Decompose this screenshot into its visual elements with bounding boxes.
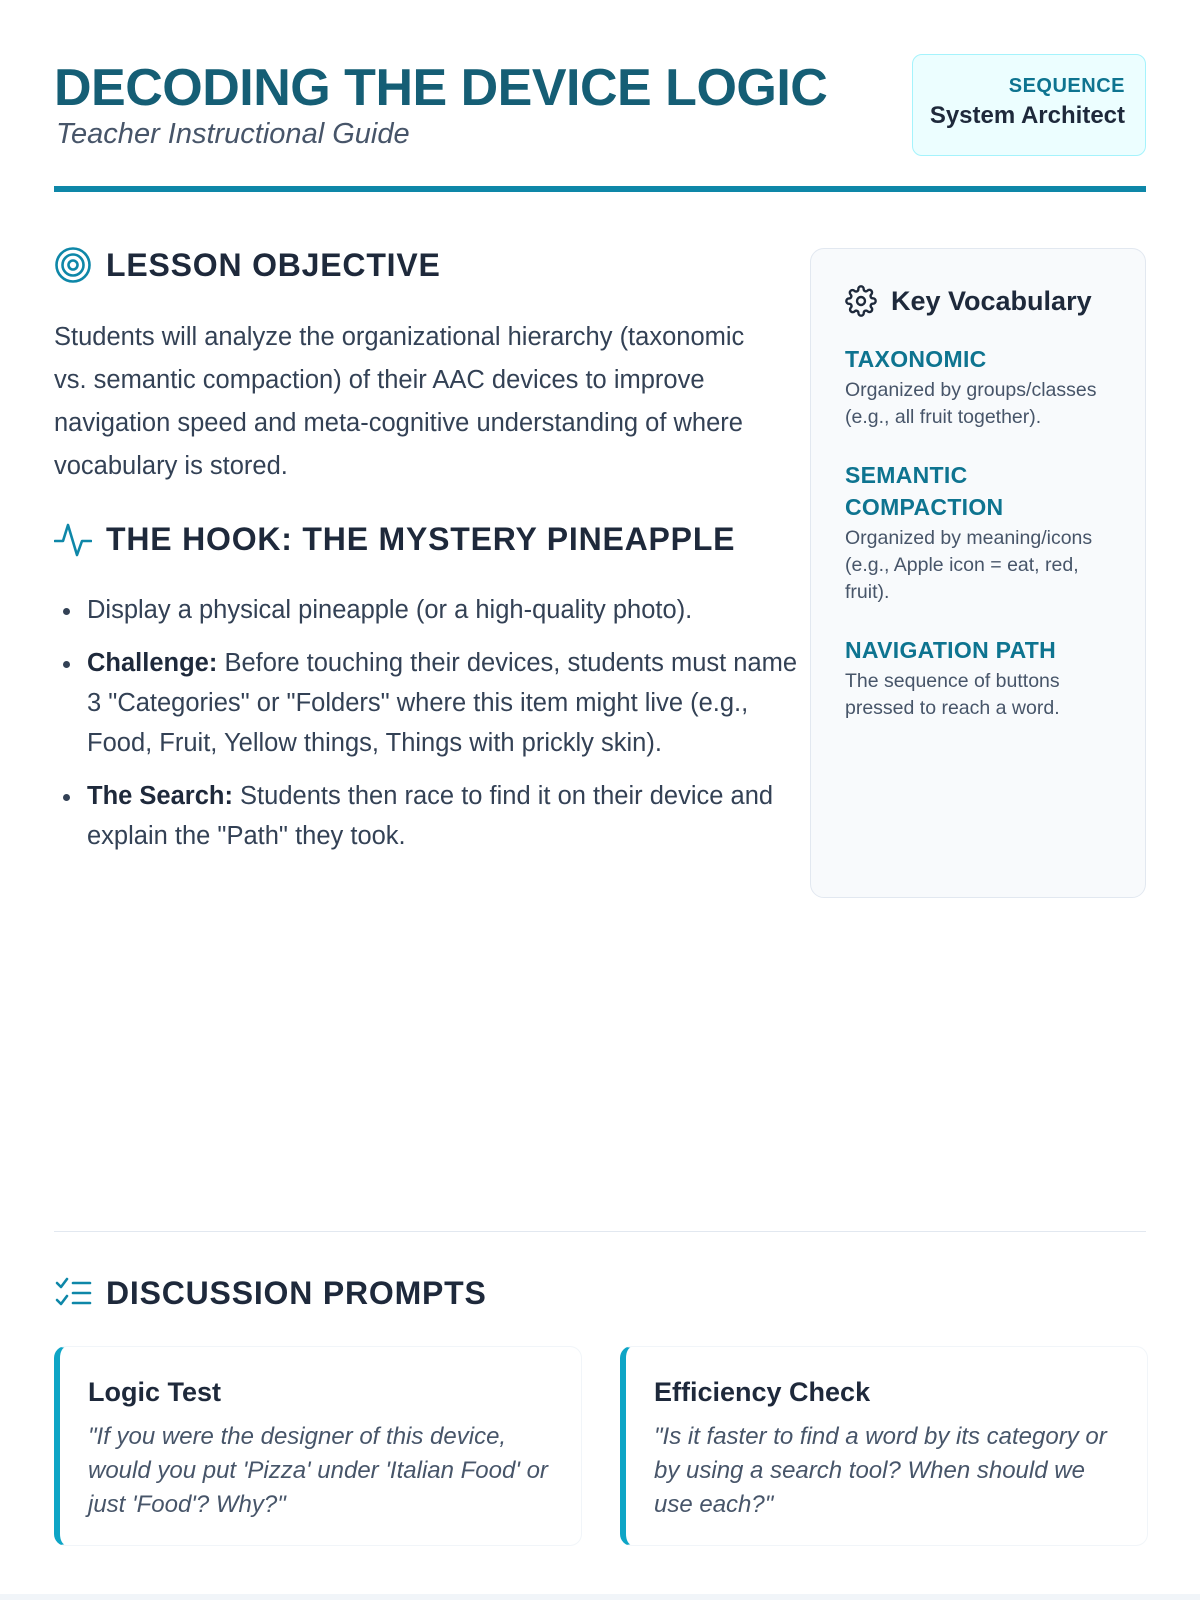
term-name: SEMANTIC COMPACTION xyxy=(845,462,1004,520)
hook-list xyxy=(54,590,817,869)
vocabulary-heading-text: Key Vocabulary xyxy=(891,285,1092,316)
prompt-card-logic-test xyxy=(54,1346,582,1546)
list-item xyxy=(87,643,817,763)
hook-item-lead: The Search: xyxy=(87,782,233,810)
vocabulary-heading xyxy=(845,285,1111,317)
page-bottom-edge xyxy=(0,1594,1200,1600)
hook-item-text: Before touching their devices, students must name 3 "Categories" or "Folders" where this item might live (e.g., Food, Fruit, Yellow things, Things with prickly skin). xyxy=(87,649,798,757)
checklist-icon xyxy=(54,1274,92,1312)
hook-item-lead: Challenge: xyxy=(87,649,218,677)
term-definition: Organized by meaning/icons (e.g., Apple icon = eat, red, fruit). xyxy=(845,527,1093,603)
vocabulary-card xyxy=(810,248,1146,898)
sequence-badge xyxy=(912,54,1146,156)
hook-item-text: Students then race to find it on their device and explain the "Path" they took. xyxy=(87,782,774,850)
term-definition: The sequence of buttons pressed to reach a word. xyxy=(845,670,1060,719)
lesson-guide-page xyxy=(54,0,1146,1600)
sequence-label: SEQUENCE xyxy=(1008,75,1125,97)
page-subtitle: Teacher Instructional Guide xyxy=(56,118,410,150)
target-icon xyxy=(54,246,92,284)
page-title: DECODING THE DEVICE LOGIC xyxy=(54,59,828,117)
vocabulary-term xyxy=(845,343,1111,431)
sequence-value: System Architect xyxy=(929,102,1125,129)
header-divider xyxy=(54,186,1146,192)
list-item xyxy=(87,776,817,856)
hook-heading-text: THE HOOK: THE MYSTERY PINEAPPLE xyxy=(106,520,736,557)
discussion-heading xyxy=(54,1274,487,1312)
objective-heading xyxy=(54,246,441,284)
prompt-text: "Is it faster to find a word by its category or by using a search tool? When should we use each?" xyxy=(654,1423,1107,1518)
list-item xyxy=(87,590,817,630)
section-divider xyxy=(54,1231,1146,1232)
prompt-text: "If you were the designer of this device, would you put 'Pizza' under 'Italian Food' or just 'Food'? Why?" xyxy=(88,1423,548,1518)
hook-heading xyxy=(54,520,735,558)
vocabulary-term xyxy=(845,634,1111,722)
objective-text: Students will analyze the organizational hierarchy (taxonomic vs. semantic compaction) of their AAC devices to improve navigation speed and meta-cognitive understanding of where vocabulary is stored. xyxy=(54,323,745,480)
prompt-card-efficiency-check xyxy=(620,1346,1148,1546)
hook-item-text: Display a physical pineapple (or a high-quality photo). xyxy=(87,596,693,624)
header xyxy=(54,52,1146,194)
prompt-title: Efficiency Check xyxy=(654,1377,871,1407)
vocabulary-term xyxy=(845,459,1111,606)
term-name: NAVIGATION PATH xyxy=(845,637,1057,663)
activity-icon xyxy=(54,520,92,558)
term-definition: Organized by groups/classes (e.g., all fruit together). xyxy=(845,379,1097,428)
objective-heading-text: LESSON OBJECTIVE xyxy=(106,246,441,283)
prompt-title: Logic Test xyxy=(88,1377,222,1407)
term-name: TAXONOMIC xyxy=(845,346,987,372)
gear-icon xyxy=(845,285,877,317)
discussion-heading-text: DISCUSSION PROMPTS xyxy=(106,1274,487,1311)
